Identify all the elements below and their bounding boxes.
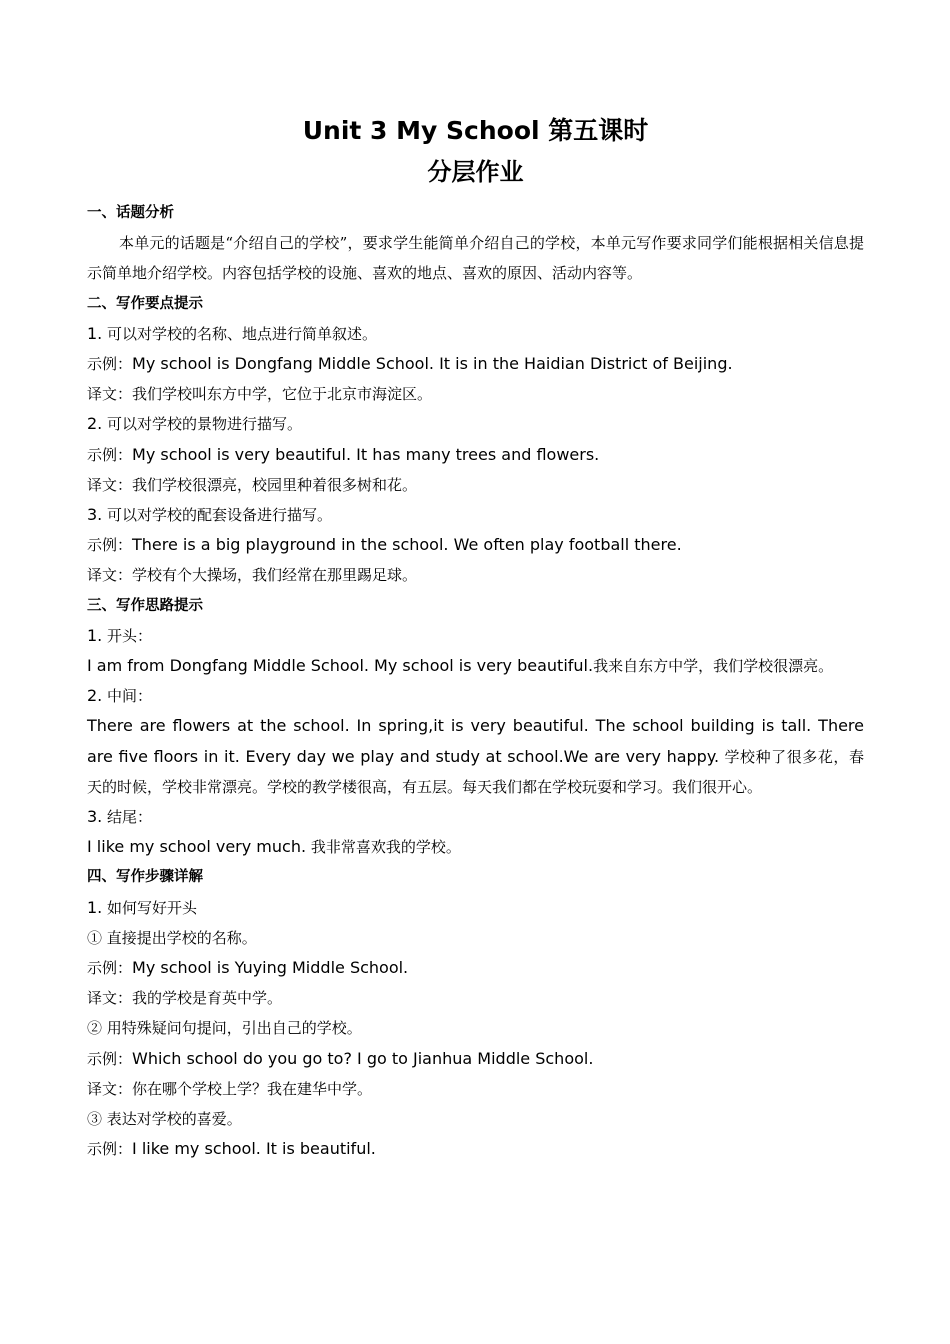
writing-point-1-translation: 译文：我们学校叫东方中学，它位于北京市海淀区。: [87, 385, 433, 404]
section-heading-topic-analysis: 一、话题分析: [87, 205, 174, 221]
topic-analysis-paragraph: 本单元的话题是“介绍自己的学校”，要求学生能简单介绍自己的学校，本单元写作要求同学们能根据相关信息提示简单地介绍学校。内容包括学校的设施、喜欢的地点、喜欢的原因、活动内容等。: [87, 234, 864, 283]
opening-step-3-example: 示例：I like my school. It is beautiful.: [87, 1139, 376, 1159]
idea-part-1-label: 1. 开头：: [87, 625, 153, 645]
document-subtitle: 分层作业: [427, 158, 524, 186]
document-title: Unit 3 My School 第五课时: [302, 116, 649, 145]
idea-part-3-label: 3. 结尾：: [87, 807, 153, 827]
writing-point-2-translation: 译文：我们学校很漂亮，校园里种着很多树和花。: [87, 475, 418, 494]
writing-point-1: 1. 可以对学校的名称、地点进行简单叙述。: [87, 323, 378, 343]
writing-steps-subheading: 1. 如何写好开头: [87, 897, 198, 917]
section-heading-writing-ideas: 三、写作思路提示: [87, 597, 203, 614]
writing-point-1-example: 示例：My school is Dongfang Middle School. It is in the Haidian District of Beijing.: [87, 354, 733, 374]
section-heading-writing-points: 二、写作要点提示: [87, 295, 203, 312]
opening-step-1-example: 示例：My school is Yuying Middle School.: [87, 958, 409, 978]
document-content: [87, 110, 864, 1165]
opening-step-2: ② 用特殊疑问句提问，引出自己的学校。: [87, 1019, 362, 1038]
idea-part-2-label: 2. 中间：: [87, 686, 153, 706]
opening-step-2-example: 示例：Which school do you go to? I go to Jianhua Middle School.: [87, 1048, 594, 1068]
idea-part-2-text: There are flowers at the school. In spring,it is very beautiful. The school building is tall. There are five floors in it. Every day we play and study at school.We are very happy. 学校种了很多花，春天的时候，学校非常漂亮。学校的教学楼很高，有五层。每天我们都在学校玩耍和学习。我们很开心。: [87, 716, 864, 796]
writing-point-3-example: 示例：There is a big playground in the school. We often play football there.: [87, 535, 682, 555]
opening-step-3: ③ 表达对学校的喜爱。: [87, 1110, 242, 1129]
writing-point-2-example: 示例：My school is very beautiful. It has many trees and flowers.: [87, 444, 600, 464]
section-heading-writing-steps: 四、写作步骤详解: [87, 869, 203, 886]
idea-part-1-text: I am from Dongfang Middle School. My school is very beautiful.我来自东方中学，我们学校很漂亮。: [87, 656, 834, 676]
writing-point-3: 3. 可以对学校的配套设备进行描写。: [87, 505, 333, 525]
opening-step-2-translation: 译文：你在哪个学校上学？我在建华中学。: [87, 1079, 373, 1098]
opening-step-1: ① 直接提出学校的名称。: [87, 928, 257, 947]
idea-part-3-text: I like my school very much. 我非常喜欢我的学校。: [87, 837, 461, 857]
opening-step-1-translation: 译文：我的学校是育英中学。: [87, 989, 283, 1008]
writing-point-3-translation: 译文：学校有个大操场，我们经常在那里踢足球。: [87, 566, 418, 585]
writing-point-2: 2. 可以对学校的景物进行描写。: [87, 414, 303, 434]
